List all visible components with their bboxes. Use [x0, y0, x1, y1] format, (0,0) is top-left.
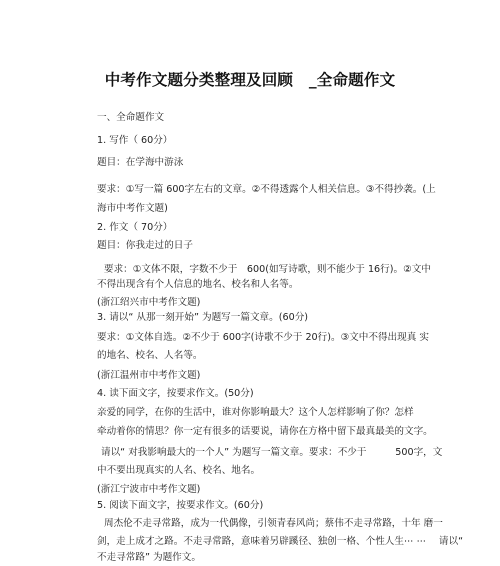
item-requirement: 不得出现含有个人信息的地名、校名和人名等。: [97, 279, 299, 290]
item-requirement: 要求：①写一篇 600字左右的文章。②不得透露个人相关信息。③不得抄袭。(上: [97, 184, 436, 195]
document-title: 中考作文题分类整理及回顾 _全命题作文: [104, 71, 396, 89]
item-heading: 1. 写作（ 60分）: [97, 135, 173, 146]
item-requirement: 要求：①文体不限，字数不少于 600(如写诗歌，则不能少于 16行)。②文中: [104, 264, 431, 275]
item-source: 海市中考作文题): [97, 203, 168, 214]
item-prompt: 不走寻常路” 为题作文。: [97, 552, 201, 563]
item-source: (浙江温州市中考作文题): [97, 370, 201, 381]
item-heading: 3. 请以“ 从那一刻开始” 为题写一篇文章。(60分): [97, 312, 309, 323]
item-prompt: 剑，走上成才之路。不走寻常路，意味着另辟蹊径、独创一格、个性人生⋯ ⋯ 请以“: [97, 536, 464, 547]
item-topic: 题目：在学海中游泳: [97, 157, 184, 168]
section-heading: 一、全命题作文: [97, 112, 165, 123]
item-requirement: 要求：①文体自选。②不少于 600字(诗歌不少于 20行)。③文中不得出现真 实: [97, 332, 429, 343]
item-topic: 题目：你我走过的日子: [97, 240, 193, 251]
item-heading: 4. 读下面文字，按要求作文。(50分): [97, 388, 254, 399]
item-prompt: 亲爱的同学，在你的生活中，谁对你影响最大？这个人怎样影响了你？怎样: [97, 407, 414, 418]
item-requirement: 的地名、校名、人名等。: [97, 350, 203, 361]
item-prompt: 牵动着你的情思？你一定有很多的话要说，请你在方格中留下最真最美的文字。: [97, 426, 433, 437]
item-requirement: 请以“ 对我影响最大的一个人” 为题写一篇文章。要求：不少于 500字，文: [101, 447, 443, 458]
item-heading: 5. 阅读下面文字，按要求作文。(60分): [97, 500, 264, 511]
item-prompt: 周杰伦不走寻常路，成为一代偶像，引领青春风尚；蔡伟不走寻常路，十年 磨一: [104, 518, 443, 529]
item-requirement: 中不要出现真实的人名、校名、地名。: [97, 465, 261, 476]
item-heading: 2. 作文（ 70分）: [97, 222, 173, 233]
item-source: (浙江绍兴市中考作文题): [97, 297, 201, 308]
item-source: (浙江宁波市中考作文题): [97, 484, 201, 495]
